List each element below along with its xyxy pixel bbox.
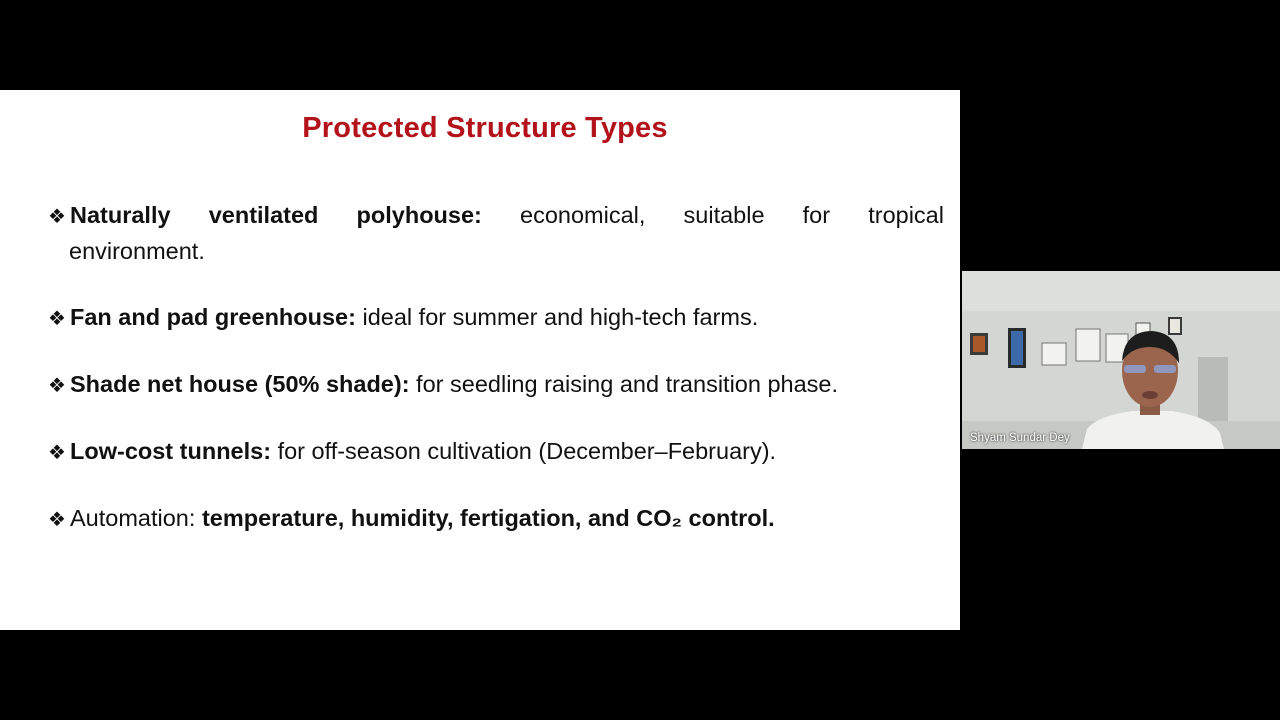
bullet-item — [48, 367, 944, 403]
bullet-text: Automation: — [70, 505, 202, 531]
participant-video-tile[interactable] — [962, 271, 1280, 449]
bullet-label: Shade net house (50% shade): — [70, 371, 410, 397]
bullet-label: Naturally — [70, 202, 171, 228]
bullet-text: for — [802, 202, 831, 228]
diamond-bullet-icon: ❖ — [48, 206, 66, 228]
bullet-item — [48, 501, 944, 537]
diamond-bullet-icon: ❖ — [48, 442, 66, 464]
bullet-text: economical, — [520, 202, 646, 228]
slide-title: Protected Structure Types — [302, 112, 668, 144]
bullet-text: suitable — [683, 202, 765, 228]
bullet-text: tropical — [868, 202, 944, 228]
bullet-label: ventilated — [208, 202, 319, 228]
bullet-item — [48, 434, 944, 470]
bullet-label: Fan and pad greenhouse: — [70, 304, 356, 330]
diamond-bullet-icon: ❖ — [48, 375, 66, 397]
bullet-label: temperature, humidity, fertigation, and CO₂ control. — [201, 505, 775, 531]
bullet-text: for seedling raising and transition phase. — [409, 371, 839, 397]
presentation-slide — [0, 90, 960, 630]
bullet-label: polyhouse: — [356, 202, 482, 228]
bullet-item — [48, 300, 944, 336]
bullet-label: Low-cost tunnels: — [70, 438, 272, 464]
bullet-item — [48, 198, 944, 268]
bullet-text: environment. — [69, 238, 205, 264]
bullet-text: for off-season cultivation (December–February). — [271, 438, 777, 464]
bullet-text: ideal for summer and high-tech farms. — [355, 304, 759, 330]
diamond-bullet-icon: ❖ — [48, 308, 66, 330]
participant-video-feed — [962, 271, 1280, 449]
diamond-bullet-icon: ❖ — [48, 509, 66, 531]
participant-name-label: Shyam Sundar Dey — [970, 432, 1070, 444]
